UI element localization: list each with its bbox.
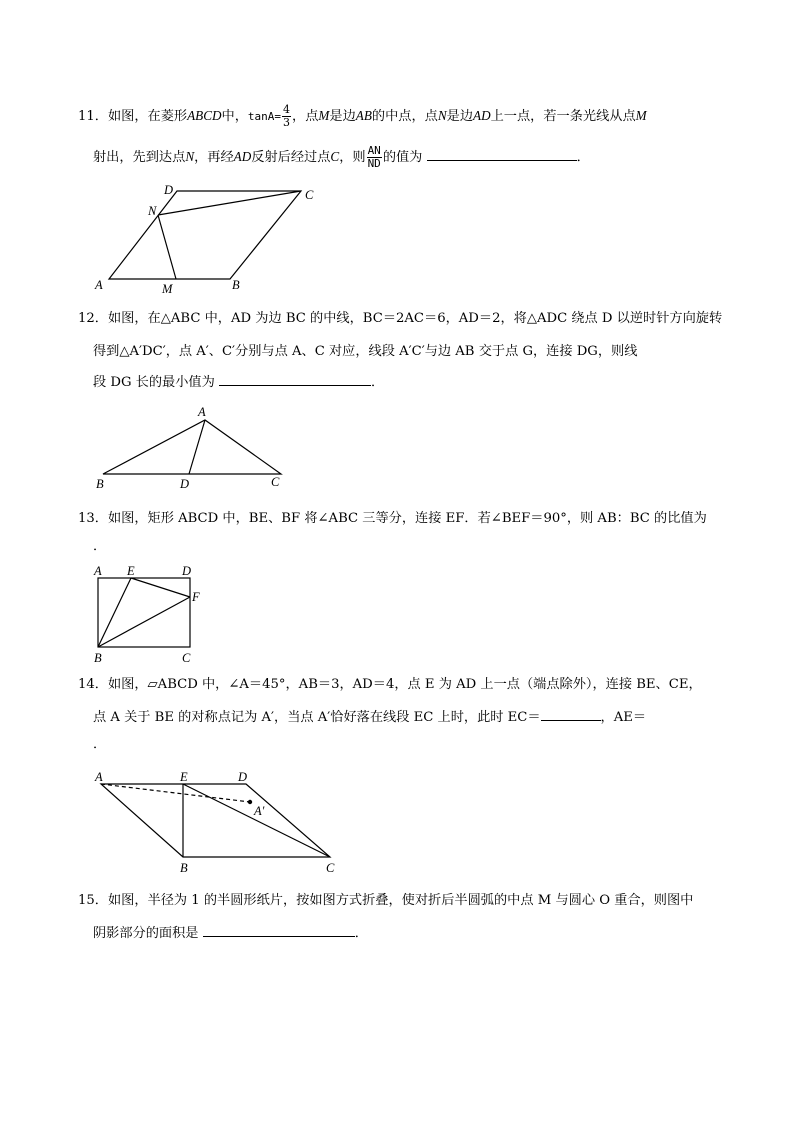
figure-q11-rhombus xyxy=(109,191,301,279)
q11-line2: 射出，先到达点N，再经AD反射后经过点C，则 $\frac{AN}{ND}$ 的值为 ． xyxy=(93,144,590,170)
segment-be xyxy=(98,578,131,647)
rectangle-abcd xyxy=(98,578,190,647)
segment-nc xyxy=(158,191,301,215)
label-f: F xyxy=(192,590,200,604)
q14-line3: ． xyxy=(93,737,107,752)
label-c: C xyxy=(305,188,314,202)
figure-q14-parallelogram xyxy=(101,784,330,857)
label-e: E xyxy=(127,564,135,578)
label-a: A xyxy=(94,564,102,578)
label-b: B xyxy=(180,861,188,875)
point-a1 xyxy=(248,800,252,804)
q15-line2: 阴影部分的面积是 ． xyxy=(93,926,368,941)
tan-fraction: $\frac{4}{3}$ xyxy=(283,103,291,129)
label-b: B xyxy=(96,477,104,491)
figure-q13-rectangle xyxy=(98,578,190,647)
parallelogram-abcd xyxy=(101,784,330,857)
label-b: B xyxy=(94,651,102,665)
q13-line2: ． xyxy=(93,539,107,554)
label-d: D xyxy=(164,183,174,197)
label-d: D xyxy=(182,564,192,578)
segment-ef xyxy=(131,578,190,597)
label-c: C xyxy=(271,475,280,489)
label-d: D xyxy=(180,477,190,491)
label-c: C xyxy=(326,861,335,875)
q15-line1: 15．如图，半径为 1 的半圆形纸片，按如图方式折叠，使对折后半圆弧的中点 M 与圆心 O 重合，则图中 xyxy=(78,893,694,908)
segment-mn xyxy=(158,215,176,279)
label-m: M xyxy=(162,282,173,296)
label-a: A xyxy=(95,770,103,784)
rhombus-abcd xyxy=(109,191,301,279)
q13-line1: 13．如图，矩形 ABCD 中，BE、BF 将∠ABC 三等分，连接 EF．若∠BEF＝90°，则 AB：BC 的比值为 xyxy=(78,511,707,526)
figure-q12-triangle xyxy=(103,420,281,474)
label-a: A xyxy=(95,278,103,292)
an-nd-fraction: $\frac{AN}{ND}$ xyxy=(367,144,381,170)
label-b: B xyxy=(232,278,240,292)
segment-aa1-dashed xyxy=(101,784,250,802)
q12-line2: 得到△A′DC′，点 A′、C′分别与点 A、C 对应，线段 A′C′与边 AB 交于点 G，连接 DG，则线 xyxy=(93,344,638,359)
q11-line1: 11．如图，在菱形ABCD中，tanA= $\frac{4}{3}$ ，点M是边AB的中点，点N是边AD上一点，若一条光线从点M xyxy=(78,103,647,129)
q14-line2: 点 A 关于 BE 的对称点记为 A′，当点 A′恰好落在线段 EC 上时，此时 EC＝ ，AE＝ xyxy=(93,710,647,725)
segment-bf xyxy=(98,597,190,647)
q14-line1: 14．如图，▱ABCD 中，∠A＝45°，AB＝3，AD＝4，点 E 为 AD 上一点（端点除外），连接 BE、CE， xyxy=(78,677,702,692)
label-n: N xyxy=(148,204,157,218)
label-e: E xyxy=(180,770,188,784)
q12-line1: 12．如图，在△ABC 中，AD 为边 BC 的中线，BC＝2AC＝6，AD＝2，将△ADC 绕点 D 以逆时针方向旋转 xyxy=(78,311,723,326)
label-d: D xyxy=(238,770,248,784)
label-a: A xyxy=(198,405,206,419)
tan-label: tanA= xyxy=(247,110,282,123)
label-a1: A′ xyxy=(254,804,265,818)
segment-ec xyxy=(183,784,330,857)
label-c: C xyxy=(182,651,191,665)
q12-line3: 段 DG 长的最小值为 ． xyxy=(93,375,385,390)
segment-ad xyxy=(189,420,205,474)
